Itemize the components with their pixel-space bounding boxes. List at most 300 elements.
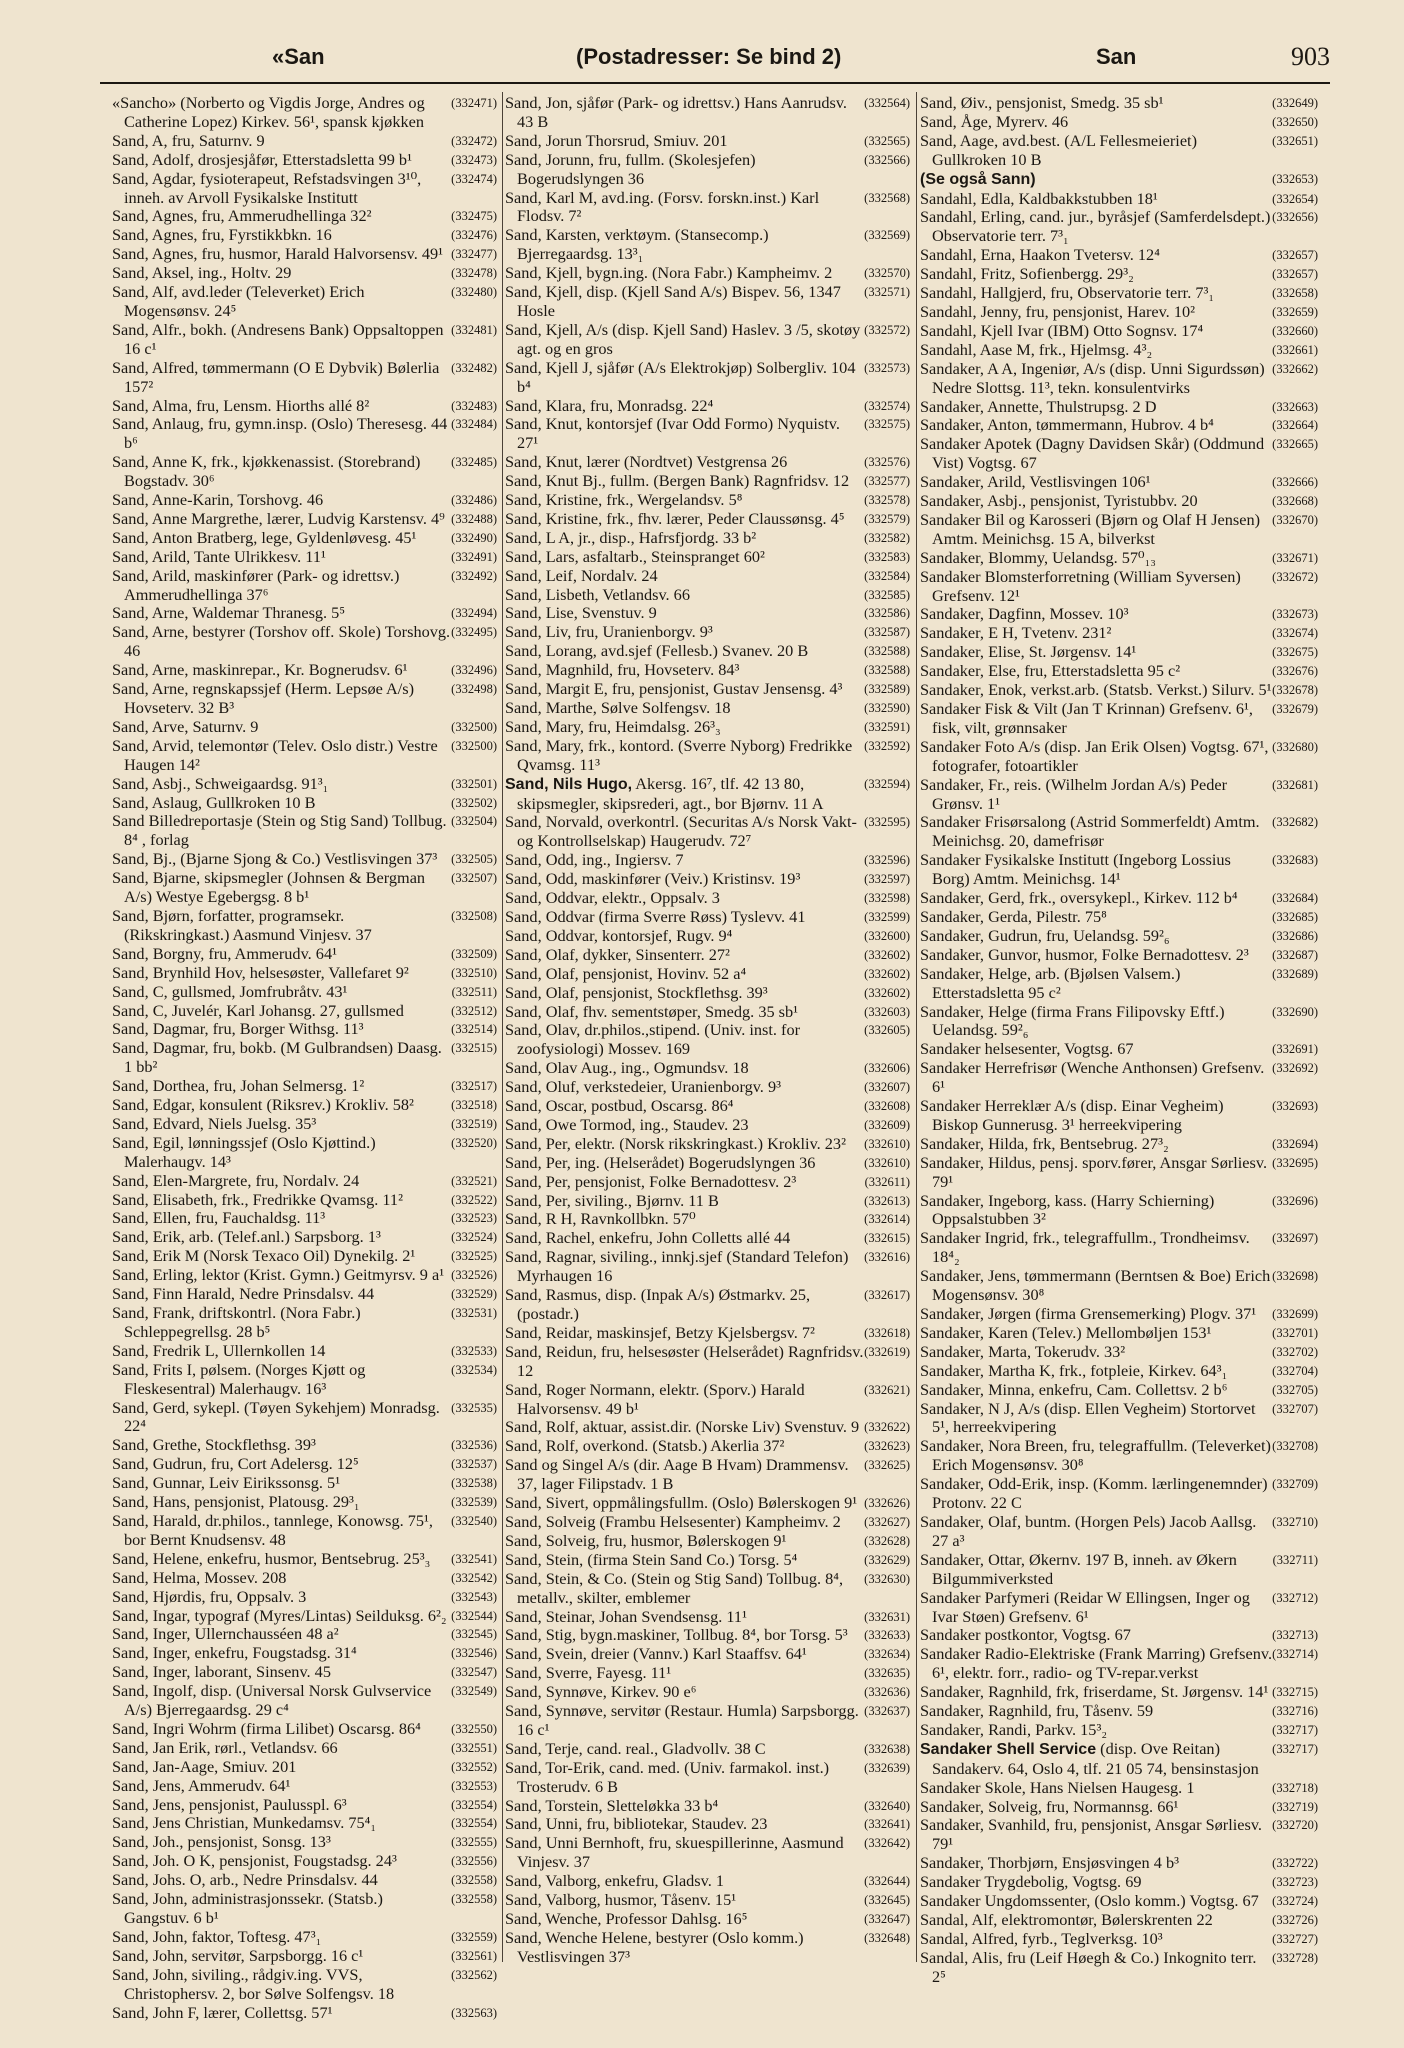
entry-text: Sand, Agdar, fysioterapeut, Refstadsvingen 3¹⁰, inneh. av Arvoll Fysikalske Institutt <box>112 168 422 207</box>
directory-entry <box>505 1608 910 1627</box>
entry-text: Sandaker, Helge, arb. (Bjølsen Valsem.) Etterstadsletta 95 c² <box>920 963 1181 1002</box>
entry-text: Sandaker, Blommy, Uelandsg. 57⁰₁₃ <box>920 547 1156 567</box>
column-2 <box>505 94 910 1967</box>
phone-number: (332559) <box>451 1929 497 1944</box>
phone-number: (332586) <box>864 606 910 621</box>
directory-entry <box>112 1077 497 1096</box>
directory-entry <box>505 1324 910 1343</box>
phone-number: (332679) <box>1272 702 1318 716</box>
entry-text: Sand, Kjell, disp. (Kjell Sand A/s) Bispev. 56, 1347 Hosle <box>505 282 841 320</box>
entry-text: Sandaker, A A, Ingeniør, A/s (disp. Unni Sigurdssøn) Nedre Slottsg. 11³, tekn. konsulentvirks <box>920 358 1265 397</box>
entry-text: Sandahl, Edla, Kaldbakkstubben 18¹ <box>920 188 1158 208</box>
phone-number: (332550) <box>451 1721 497 1736</box>
directory-entry <box>920 360 1318 398</box>
entry-text: Sand, Gudrun, fru, Cort Adelersg. 12⁵ <box>112 1454 359 1474</box>
entry-text: Sand, Lisbeth, Vetlandsv. 66 <box>505 584 690 604</box>
directory-entry <box>505 1021 910 1059</box>
entry-text: Sand, Per, ing. (Helserådet) Bogerudslyngen 36 <box>505 1152 816 1172</box>
directory-entry <box>505 1437 910 1456</box>
phone-number: (332533) <box>451 1343 497 1358</box>
directory-entry <box>112 794 497 813</box>
directory-entry <box>112 1833 497 1852</box>
phone-number: (332663) <box>1272 399 1318 414</box>
entry-text: Sand, Joh. O K, pensjonist, Fougstadsg. 24³ <box>112 1851 397 1871</box>
phone-number: (332664) <box>1272 418 1318 433</box>
phone-number: (332699) <box>1272 1307 1318 1321</box>
entry-text: Sandaker Herrefrisør (Wenche Anthonsen) Grefsenv. 6¹ <box>920 1058 1265 1097</box>
directory-entry <box>920 1873 1318 1892</box>
phone-number: (332728) <box>1272 1950 1318 1965</box>
directory-entry <box>920 1381 1318 1400</box>
entry-text: Sand, C, Juvelér, Karl Johansg. 27, gullsmed <box>112 1000 404 1020</box>
entry-text: Sandaker, Ottar, Økernv. 197 B, inneh. av Økern Bilgummiverksted <box>920 1549 1237 1588</box>
phone-number: (332588) <box>864 644 910 659</box>
entry-text: Sandaker, Svanhild, fru, pensjonist, Ansgar Sørliesv. 79¹ <box>920 1815 1262 1854</box>
phone-number: (332554) <box>451 1797 497 1812</box>
entry-text: Sand, Bjørn, forfatter, programsekr. (Rikskringkast.) Aasmund Vinjesv. 37 <box>112 905 372 944</box>
entry-text: Sand, Knut Bj., fullm. (Bergen Bank) Ragnfridsv. 12 <box>505 471 850 491</box>
directory-entry <box>920 1362 1318 1381</box>
entry-text: Sandaker Fysikalske Institutt (Ingeborg Lossius Borg) Amtm. Meinichsg. 14¹ <box>920 850 1231 889</box>
entry-text: Sand, Gerd, sykepl. (Tøyen Sykehjem) Monradsg. 22⁴ <box>112 1397 440 1436</box>
entry-details: Akersg. 16⁷, tlf. 42 13 80, skipsmegler, skipsrederi, agt., bor Bjørnv. 11 A <box>517 773 824 813</box>
entry-text: Sand, Rachel, enkefru, John Colletts allé 44 <box>505 1228 791 1248</box>
entry-text: Sand, Jan-Aage, Smiuv. 201 <box>112 1756 297 1776</box>
directory-entry <box>112 1039 497 1077</box>
phone-number: (332524) <box>451 1230 497 1245</box>
entry-text: Sand, Olaf, fhv. sementstøper, Smedg. 35 sb¹ <box>505 1001 799 1021</box>
entry-text: Sand, Valborg, enkefru, Gladsv. 1 <box>505 1871 725 1891</box>
entry-text: Sand, Arvid, telemontør (Telev. Oslo distr.) Vestre Haugen 14² <box>112 735 438 774</box>
entry-text: Sand, Olaf, dykker, Sinsenterr. 27² <box>505 944 730 964</box>
phone-number: (332534) <box>451 1362 497 1377</box>
entry-text: Sand, John, administrasjonssekr. (Statsb.) Gangstuv. 6 b¹ <box>112 1889 383 1927</box>
directory-entry <box>505 1135 910 1154</box>
phone-number: (332561) <box>451 1948 497 1963</box>
directory-entry <box>920 1645 1318 1683</box>
directory-entry <box>505 321 910 359</box>
phone-number: (332710) <box>1272 1514 1318 1529</box>
phone-number: (332689) <box>1272 966 1318 981</box>
entry-text: Sandaker Fisk & Vilt (Jan T Krinnan) Grefsenv. 6¹, fisk, vilt, grønnsaker <box>920 699 1253 737</box>
phone-number: (332541) <box>451 1551 497 1566</box>
directory-entry <box>920 1626 1318 1645</box>
directory-entry <box>920 738 1318 776</box>
entry-text: Sand, R H, Ravnkollbkn. 57⁰ <box>505 1209 696 1229</box>
phone-number: (332622) <box>864 1420 910 1435</box>
directory-entry <box>505 1494 910 1513</box>
phone-number: (332705) <box>1272 1382 1318 1397</box>
entry-text: Sandaker postkontor, Vogtsg. 67 <box>920 1625 1131 1645</box>
directory-entry <box>505 1740 910 1759</box>
phone-number: (332635) <box>864 1666 910 1681</box>
directory-entry <box>112 397 497 416</box>
phone-number: (332472) <box>451 133 497 148</box>
directory-entry <box>112 1796 497 1815</box>
entry-text: Sand, Odd, maskinfører (Veiv.) Kristinsv. 19³ <box>505 869 801 889</box>
directory-entry <box>112 491 497 510</box>
directory-entry <box>112 680 497 718</box>
entry-text: Sand, Synnøve, servitør (Restaur. Humla) Sarpsborgg. 16 c¹ <box>505 1701 859 1739</box>
phone-number: (332500) <box>451 738 497 753</box>
phone-number: (332660) <box>1272 323 1318 338</box>
entry-text: Sand, Oscar, postbud, Oscarsg. 86⁴ <box>505 1096 734 1116</box>
directory-entry <box>920 341 1318 360</box>
column-divider <box>502 92 503 1962</box>
entry-text: Sand, Elisabeth, frk., Fredrikke Qvamsg. 11² <box>112 1189 403 1209</box>
directory-entry <box>505 586 910 605</box>
phone-number: (332570) <box>864 266 910 281</box>
directory-entry <box>920 776 1318 814</box>
phone-number: (332587) <box>864 625 910 640</box>
entry-text: Sand, Anlaug, fru, gymn.insp. (Oslo) Theresesg. 44 b⁶ <box>112 414 448 453</box>
phone-number: (332549) <box>451 1684 497 1699</box>
phone-number: (332564) <box>864 96 910 110</box>
phone-number: (332619) <box>864 1344 910 1359</box>
phone-number: (332707) <box>1272 1401 1318 1416</box>
entry-text: Sand, Arne, maskinrepar., Kr. Bognerudsv. 6¹ <box>112 660 408 680</box>
entry-text: Sand, Agnes, fru, Fyrstikkbkn. 16 <box>112 225 332 245</box>
phone-number: (332568) <box>864 190 910 205</box>
entry-text: Sandahl, Erna, Haakon Tvetersv. 12⁴ <box>920 245 1160 265</box>
phone-number: (332648) <box>864 1930 910 1945</box>
directory-entry <box>505 1229 910 1248</box>
entry-text: Sandaker, Helge (firma Frans Filipovsky Eftf.) Uelandsg. 59²₆ <box>920 1001 1225 1040</box>
directory-entry <box>505 453 910 472</box>
phone-number: (332585) <box>864 587 910 602</box>
directory-entry <box>505 1532 910 1551</box>
directory-entry <box>505 680 910 699</box>
phone-number: (332574) <box>864 398 910 413</box>
entry-text: Sand, Liv, fru, Uranienborgv. 9³ <box>505 622 713 642</box>
directory-entry <box>920 1513 1318 1551</box>
phone-number: (332591) <box>864 719 910 734</box>
directory-entry <box>505 889 910 908</box>
entry-text: Sand, Hans, pensjonist, Platousg. 29³₁ <box>112 1492 360 1512</box>
directory-entry <box>112 661 497 680</box>
directory-entry <box>920 1475 1318 1513</box>
entry-text: Sand, Per, pensjonist, Folke Bernadottesv. 2³ <box>505 1171 797 1191</box>
entry-text: Sand, Kjell J, sjåfør (A/s Elektrokjøp) Solbergliv. 104 b⁴ <box>505 357 856 396</box>
directory-entry <box>505 1192 910 1211</box>
entry-text: Sandaker, Martha K, frk., fotpleie, Kirkev. 64³₁ <box>920 1360 1228 1380</box>
phone-number: (332633) <box>864 1628 910 1643</box>
directory-entry <box>920 473 1318 492</box>
phone-number: (332618) <box>864 1325 910 1340</box>
phone-number: (332514) <box>451 1022 497 1037</box>
entry-text: Sand, Dagmar, fru, bokb. (M Gulbrandsen) Daasg. 1 bb² <box>112 1038 442 1077</box>
directory-entry <box>920 643 1318 662</box>
directory-entry <box>112 1172 497 1191</box>
phone-number: (332659) <box>1272 304 1318 319</box>
phone-number: (332672) <box>1272 569 1318 584</box>
entry-text: Sand, Knut, kontorsjef (Ivar Odd Formo) Nyquistv. 27¹ <box>505 414 840 453</box>
phone-number: (332645) <box>864 1893 910 1908</box>
entry-text: Sand, Edvard, Niels Juelsg. 35³ <box>112 1113 317 1133</box>
directory-entry <box>505 397 910 416</box>
directory-entry <box>920 416 1318 435</box>
entry-text: Sandahl, Hallgjerd, fru, Observatorie terr. 7³₁ <box>920 283 1215 303</box>
entry-text: Sand, Rolf, overkond. (Statsb.) Akerlia 37² <box>505 1436 785 1456</box>
entry-text: Sand, Helene, enkefru, husmor, Bentsebrug. 25³₃ <box>112 1548 431 1568</box>
entry-text: Sand, Finn Harald, Nedre Prinsdalsv. 44 <box>112 1284 375 1304</box>
phone-number: (332592) <box>864 738 910 753</box>
directory-entry <box>112 945 497 964</box>
entry-text: Sand, Mary, frk., kontord. (Sverre Nyborg) Fredrikke Qvamsg. 11³ <box>505 735 853 774</box>
entry-text: Sand, Egil, lønningssjef (Oslo Kjøttind.) Malerhaugv. 14³ <box>112 1132 376 1171</box>
directory-entry <box>920 1589 1318 1627</box>
phone-number: (332552) <box>451 1759 497 1774</box>
phone-number: (332726) <box>1272 1913 1318 1927</box>
directory-entry <box>505 1664 910 1683</box>
directory-entry <box>112 453 497 491</box>
phone-number: (332536) <box>451 1438 497 1453</box>
entry-text: (Se også Sann) <box>920 170 1036 188</box>
directory-entry <box>112 1663 497 1682</box>
phone-number: (332715) <box>1272 1685 1318 1700</box>
directory-entry <box>112 548 497 567</box>
phone-number: (332616) <box>864 1250 910 1265</box>
phone-number: (332680) <box>1272 739 1318 754</box>
phone-number: (332554) <box>451 1816 497 1831</box>
directory-entry <box>920 549 1318 568</box>
entry-text: Sand, Rolf, aktuar, assist.dir. (Norske Liv) Svenstuv. 9 <box>505 1417 860 1437</box>
phone-number: (332578) <box>864 493 910 508</box>
entry-text: Sand, Grethe, Stockflethsg. 39³ <box>112 1435 316 1455</box>
phone-number: (332588) <box>864 663 910 678</box>
entry-text: Sand, Anne Margrethe, lærer, Ludvig Karstensv. 4⁹ <box>112 508 445 528</box>
directory-entry <box>505 415 910 453</box>
entry-text: Sand, Aslaug, Gullkroken 10 B <box>112 792 316 812</box>
directory-entry <box>505 1059 910 1078</box>
directory-entry <box>920 284 1318 303</box>
entry-text: Sand, Rasmus, disp. (Inpak A/s) Østmarkv. 25, (postadr.) <box>505 1285 811 1323</box>
entry-text: Sand, Lorang, avd.sjef (Fellesb.) Svanev. 20 B <box>505 641 809 661</box>
entry-text: Sand, Elen-Margrete, fru, Nordalv. 24 <box>112 1170 360 1190</box>
directory-entry <box>505 870 910 889</box>
directory-entry <box>920 398 1318 417</box>
directory-entry <box>112 1644 497 1663</box>
entry-text: Sand, John F, lærer, Collettsg. 57¹ <box>112 2002 333 2022</box>
entry-text: Sand, Inger, laborant, Sinsenv. 45 <box>112 1662 331 1682</box>
directory-entry <box>920 1949 1318 1987</box>
phone-number: (332615) <box>864 1231 910 1246</box>
phone-number: (332714) <box>1272 1647 1318 1662</box>
entry-text: Sandaker, Jørgen (firma Grensemerking) Plogv. 37¹ <box>920 1304 1257 1323</box>
phone-number: (332673) <box>1272 607 1318 622</box>
directory-entry <box>920 1702 1318 1721</box>
directory-entry <box>112 1928 497 1947</box>
directory-entry <box>920 1267 1318 1305</box>
phone-number: (332551) <box>451 1740 497 1755</box>
directory-entry <box>112 1720 497 1739</box>
entry-text: Sandaker, E H, Tvetenv. 231² <box>920 623 1112 643</box>
directory-entry <box>505 472 910 491</box>
directory-entry <box>920 1059 1318 1097</box>
phone-number: (332483) <box>451 398 497 413</box>
entry-text: Sand, Oddvar, kontorsjef, Rugv. 9⁴ <box>505 925 733 945</box>
entry-text: Sand, Odd, ing., Ingiersv. 7 <box>505 850 684 870</box>
phone-number: (332553) <box>451 1778 497 1793</box>
entry-text: Sand, Jens Christian, Munkedamsv. 75⁴₁ <box>112 1813 376 1833</box>
phone-number: (332676) <box>1272 664 1318 679</box>
directory-entry <box>505 1116 910 1135</box>
directory-entry <box>505 1286 910 1324</box>
phone-number: (332539) <box>451 1495 497 1510</box>
phone-number: (332695) <box>1272 1155 1318 1170</box>
entry-details: (disp. Ove Reitan) Sandakerv. 64, Oslo 4, tlf. 21 05 74, bensinstasjon <box>932 1738 1259 1778</box>
entry-text: Sandaker, Gerd, frk., oversykepl., Kirkev. 112 b⁴ <box>920 888 1238 908</box>
phone-number: (332683) <box>1272 853 1318 868</box>
directory-entry <box>112 132 497 151</box>
directory-entry <box>920 624 1318 643</box>
entry-text: Sandaker, Thorbjørn, Ensjøsvingen 4 b³ <box>920 1853 1179 1873</box>
entry-text: Sand, Agnes, fru, Ammerudhellinga 32² <box>112 206 372 226</box>
entry-text: Sand, Frits I, pølsem. (Norges Kjøtt og Fleskesentral) Malerhaugv. 16³ <box>112 1359 366 1398</box>
directory-entry <box>112 964 497 983</box>
entry-text: Sand, Øiv., pensjonist, Smedg. 35 sb¹ <box>920 93 1164 112</box>
phone-number: (332529) <box>451 1287 497 1302</box>
directory-entry <box>112 207 497 226</box>
directory-entry <box>505 1381 910 1419</box>
phone-number: (332647) <box>864 1912 910 1926</box>
directory-entry <box>505 1645 910 1664</box>
entry-text: Sandaker Foto A/s (disp. Jan Erik Olsen) Vogtsg. 67¹, fotografer, fotoartikler <box>920 736 1269 775</box>
directory-entry <box>920 813 1318 851</box>
entry-text: Sandaker Radio-Elektriske (Frank Marring) Grefsenv. 6¹, elektr. forr., radio- og TV-repar.verkst <box>920 1644 1273 1683</box>
directory-entry <box>112 1342 497 1361</box>
phone-number: (332617) <box>864 1288 910 1303</box>
phone-number: (332661) <box>1272 342 1318 357</box>
directory-entry <box>505 718 910 737</box>
directory-entry <box>920 1683 1318 1702</box>
phone-number: (332543) <box>451 1589 497 1604</box>
phone-number: (332696) <box>1272 1193 1318 1208</box>
directory-entry <box>112 264 497 283</box>
directory-entry <box>920 1040 1318 1059</box>
entry-text: Sand, Unni Bernhoft, fru, skuespillerinne, Aasmund Vinjesv. 37 <box>505 1833 844 1872</box>
entry-text: Sand, Arne, regnskapssjef (Herm. Lepsøe A/s) Hovseterv. 32 B³ <box>112 679 415 717</box>
phone-number: (332484) <box>451 417 497 432</box>
entry-text: Sandaker Parfymeri (Reidar W Ellingsen, Inger og Ivar Støen) Grefsenv. 6¹ <box>920 1587 1250 1626</box>
entry-text: Sandahl, Kjell Ivar (IBM) Otto Sognsv. 17⁴ <box>920 320 1204 340</box>
entry-text: Sand, Lars, asfaltarb., Steinspranget 60² <box>505 546 765 566</box>
directory-entry <box>920 908 1318 927</box>
directory-entry <box>920 681 1318 700</box>
entry-text: Sand, Erik M (Norsk Texaco Oil) Dynekilg. 2¹ <box>112 1246 416 1266</box>
phone-number: (332631) <box>864 1609 910 1624</box>
entry-text: Sand, Borgny, fru, Ammerudv. 64¹ <box>112 943 337 963</box>
entry-text: Sand, Åge, Myrerv. 46 <box>920 111 1069 131</box>
directory-entry <box>112 1191 497 1210</box>
directory-entry <box>112 567 497 605</box>
phone-number: (332609) <box>864 1117 910 1132</box>
phone-number: (332546) <box>451 1646 497 1661</box>
entry-text: Sand, Joh., pensjonist, Sonsg. 13³ <box>112 1832 331 1852</box>
column-3 <box>920 94 1318 1987</box>
entry-text: Sand, Owe Tormod, ing., Staudev. 23 <box>505 1114 749 1134</box>
directory-entry <box>112 1682 497 1720</box>
entry-text: Sand, Edgar, konsulent (Riksrev.) Krokliv. 58² <box>112 1095 414 1115</box>
directory-entry <box>505 1797 910 1816</box>
directory-entry <box>112 529 497 548</box>
phone-number: (332712) <box>1272 1590 1318 1605</box>
directory-entry <box>505 1418 910 1437</box>
entry-text: Sandaker, Gudrun, fru, Uelandsg. 59²₆ <box>920 925 1170 945</box>
entry-text: Sand, Olaf, pensjonist, Stockflethsg. 39³ <box>505 982 768 1002</box>
phone-number: (332709) <box>1272 1477 1318 1492</box>
directory-entry <box>920 1779 1318 1798</box>
directory-entry <box>112 1569 497 1588</box>
directory-entry <box>920 265 1318 284</box>
phone-number: (332641) <box>864 1817 910 1832</box>
phone-number: (332605) <box>864 1023 910 1038</box>
phone-number: (332719) <box>1272 1799 1318 1814</box>
phone-number: (332486) <box>451 493 497 508</box>
directory-entry <box>112 850 497 869</box>
phone-number: (332614) <box>864 1212 910 1227</box>
phone-number: (332666) <box>1272 475 1318 490</box>
entry-text: Sand, Karsten, verktøym. (Stansecomp.) Bjerregaardsg. 13³₁ <box>505 225 769 264</box>
directory-entry <box>920 1192 1318 1230</box>
directory-entry <box>920 511 1318 549</box>
entry-text: Sand, Tor-Erik, cand. med. (Univ. farmakol. inst.) Trosterudv. 6 B <box>505 1757 830 1796</box>
phone-number: (332507) <box>451 871 497 886</box>
phone-number: (332510) <box>451 965 497 980</box>
directory-entry <box>920 1324 1318 1343</box>
entry-text: Sand, Kjell, bygn.ing. (Nora Fabr.) Kampheimv. 2 <box>505 263 833 283</box>
directory-entry <box>505 1626 910 1645</box>
directory-entry <box>920 1305 1318 1324</box>
phone-number: (332628) <box>864 1533 910 1548</box>
entry-text: Sand, Alma, fru, Lensm. Hiorths allé 8² <box>112 395 370 415</box>
entry-text: Sandaker, Minna, enkefru, Cam. Collettsv. 2 b⁶ <box>920 1379 1228 1399</box>
entry-text: Sand, Torstein, Sletteløkka 33 b⁴ <box>505 1795 719 1815</box>
directory-entry <box>112 1607 497 1626</box>
directory-entry <box>112 1625 497 1644</box>
entry-text: Sand, Per, elektr. (Norsk rikskringkast.) Krokliv. 23² <box>505 1133 846 1153</box>
directory-entry <box>920 1154 1318 1192</box>
entry-text: Sand, Ingri Wohrm (firma Lilibet) Oscarsg. 86⁴ <box>112 1718 421 1738</box>
phone-number: (332727) <box>1272 1931 1318 1946</box>
phone-number: (332722) <box>1272 1856 1318 1871</box>
entry-text: Sand, Knut, lærer (Nordtvet) Vestgrensa 26 <box>505 452 788 472</box>
phone-number: (332602) <box>864 985 910 1000</box>
directory-entry <box>112 151 497 170</box>
directory-entry <box>112 1266 497 1285</box>
entry-text: Sandaker, Ragnhild, frk, friserdame, St. Jørgensv. 14¹ <box>920 1682 1269 1702</box>
phone-number: (332602) <box>864 966 910 981</box>
entry-text: Sandaker, Solveig, fru, Normannsg. 66¹ <box>920 1796 1179 1816</box>
entry-text: Sandaker, Else, fru, Etterstadsletta 95 c² <box>920 661 1181 681</box>
directory-entry <box>112 1361 497 1399</box>
phone-number: (332477) <box>451 247 497 262</box>
directory-entry <box>112 1550 497 1569</box>
entry-text: Sand, Olav, dr.philos.,stipend. (Univ. inst. for zoofysiologi) Mossev. 169 <box>505 1020 801 1059</box>
entry-text: Sand, Gunnar, Leiv Eirikssonsg. 5¹ <box>112 1473 341 1493</box>
entry-text: Sand, Helma, Mossev. 208 <box>112 1567 287 1587</box>
phone-number: (332519) <box>451 1116 497 1131</box>
directory-entry <box>112 1285 497 1304</box>
directory-entry <box>112 1588 497 1607</box>
page-header <box>100 44 1330 84</box>
entry-text: Sand, Sivert, oppmålingsfullm. (Oslo) Bølerskogen 9¹ <box>505 1493 858 1513</box>
phone-number: (332724) <box>1272 1894 1318 1909</box>
directory-entry <box>505 1154 910 1173</box>
directory-entry <box>505 604 910 623</box>
phone-number: (332611) <box>864 1174 910 1189</box>
directory-entry <box>112 1871 497 1890</box>
